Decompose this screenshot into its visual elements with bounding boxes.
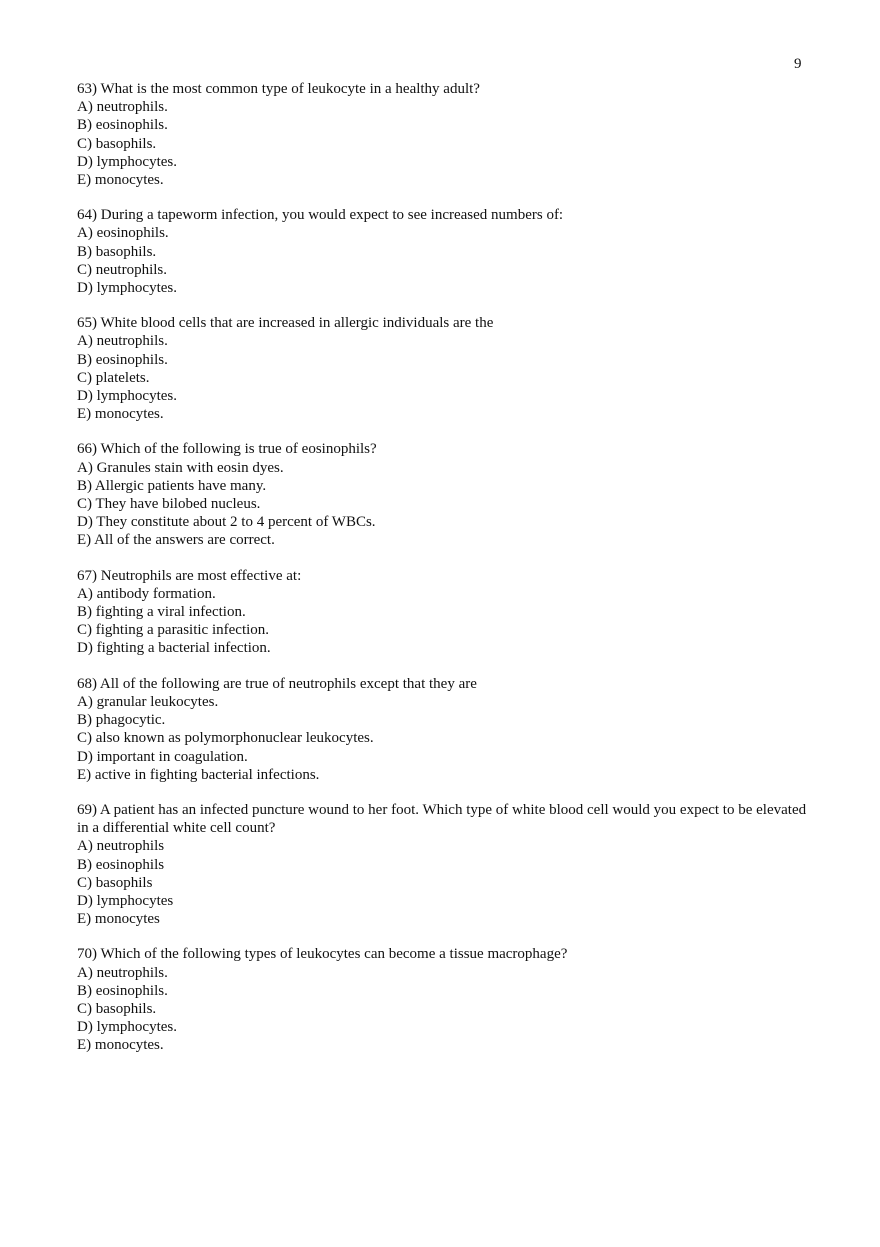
- question-block: [77, 801, 807, 928]
- question-list: [77, 80, 807, 1072]
- answer-option: A) neutrophils.: [77, 964, 168, 981]
- answer-option: E) monocytes.: [77, 406, 164, 423]
- question-block: [77, 314, 807, 423]
- answer-option: E) All of the answers are correct.: [77, 532, 275, 549]
- answer-option: E) active in fighting bacterial infections.: [77, 766, 320, 783]
- answer-option: E) monocytes.: [77, 1037, 164, 1054]
- answer-option: B) phagocytic.: [77, 712, 166, 729]
- answer-option: A) neutrophils.: [77, 99, 168, 116]
- question-block: [77, 675, 807, 784]
- answer-option: C) neutrophils.: [77, 261, 167, 278]
- answer-option: A) eosinophils.: [77, 225, 169, 242]
- answer-option: B) eosinophils.: [77, 351, 168, 368]
- question-text: 69) A patient has an infected puncture wound to her foot. Which type of white blood cell would you expect to be elevated in a differential white cell count?: [77, 801, 807, 837]
- question-text: 67) Neutrophils are most effective at:: [77, 567, 302, 584]
- answer-option: C) basophils.: [77, 1000, 157, 1017]
- question-text: 68) All of the following are true of neutrophils except that they are: [77, 675, 477, 692]
- answer-option: A) Granules stain with eosin dyes.: [77, 459, 284, 476]
- answer-option: B) fighting a viral infection.: [77, 604, 246, 621]
- answer-option: E) monocytes.: [77, 172, 164, 189]
- answer-option: C) They have bilobed nucleus.: [77, 496, 261, 513]
- answer-option: C) basophils.: [77, 135, 157, 152]
- question-block: [77, 206, 807, 297]
- answer-option: B) basophils.: [77, 243, 157, 260]
- answer-option: A) neutrophils.: [77, 333, 168, 350]
- question-block: [77, 440, 807, 549]
- answer-option: B) Allergic patients have many.: [77, 477, 267, 494]
- answer-option: B) eosinophils.: [77, 117, 168, 134]
- answer-option: D) lymphocytes.: [77, 153, 177, 170]
- answer-option: B) eosinophils.: [77, 982, 168, 999]
- question-text: 63) What is the most common type of leukocyte in a healthy adult?: [77, 81, 480, 97]
- answer-option: C) also known as polymorphonuclear leukocytes.: [77, 730, 374, 747]
- question-text: 64) During a tapeworm infection, you would expect to see increased numbers of:: [77, 207, 564, 224]
- answer-option: D) important in coagulation.: [77, 748, 248, 765]
- question-block: [77, 80, 807, 189]
- answer-option: D) lymphocytes.: [77, 280, 177, 297]
- answer-option: C) basophils: [77, 874, 153, 891]
- answer-option: D) lymphocytes: [77, 892, 174, 909]
- question-block: [77, 945, 807, 1054]
- answer-option: C) platelets.: [77, 369, 150, 386]
- answer-option: D) lymphocytes.: [77, 1019, 177, 1036]
- answer-option: D) They constitute about 2 to 4 percent of WBCs.: [77, 514, 376, 531]
- answer-option: E) monocytes: [77, 911, 160, 928]
- question-text: 65) White blood cells that are increased in allergic individuals are the: [77, 315, 494, 332]
- answer-option: A) neutrophils: [77, 838, 165, 855]
- question-text: 70) Which of the following types of leukocytes can become a tissue macrophage?: [77, 946, 568, 963]
- answer-option: A) antibody formation.: [77, 585, 216, 602]
- answer-option: A) granular leukocytes.: [77, 693, 219, 710]
- question-text: 66) Which of the following is true of eosinophils?: [77, 441, 377, 458]
- answer-option: D) fighting a bacterial infection.: [77, 640, 271, 657]
- page-number: 9: [794, 56, 802, 72]
- answer-option: D) lymphocytes.: [77, 388, 177, 405]
- answer-option: C) fighting a parasitic infection.: [77, 622, 270, 639]
- answer-option: B) eosinophils: [77, 856, 165, 873]
- question-block: [77, 567, 807, 658]
